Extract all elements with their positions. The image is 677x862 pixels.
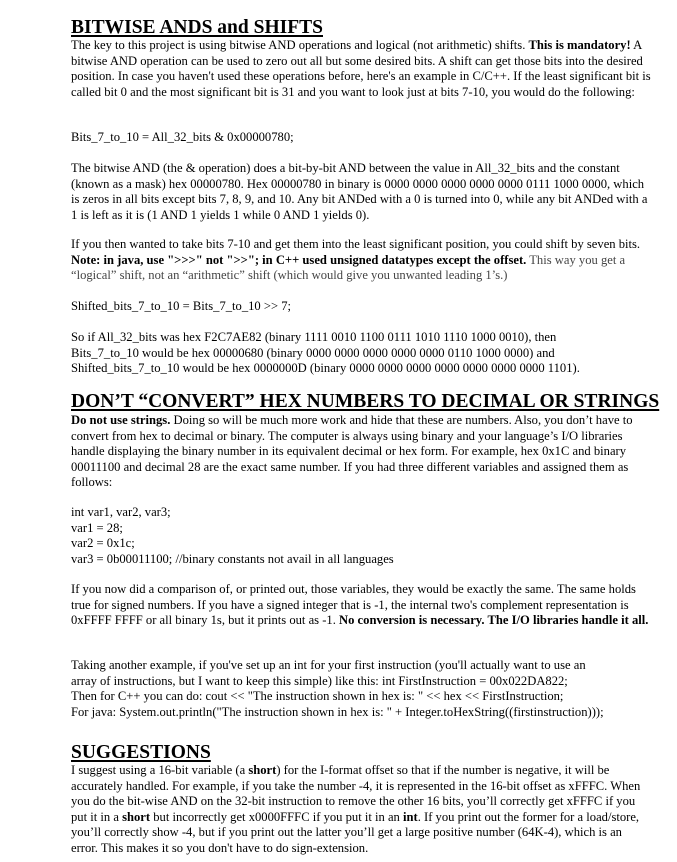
paragraph-example-values: So if All_32_bits was hex F2C7AE82 (binary 1111 0010 1100 0111 1010 1110 1000 0010), then Bits_7_to_10 would be hex 00000680 (binary 0000 0000 0000 0000 0000 0110 1000 0000) and Shifted_bits_7_to_10 would be hex 0000000D (binary 0000 0000 0000 0000 0000 0000 0000 1101). xyxy=(71,330,580,375)
section-suggestions-heading xyxy=(71,742,651,764)
emphasis-no-conversion: No conversion is necessary. The I/O libraries handle it all. xyxy=(339,613,649,627)
heading-bitwise-ands-shifts: BITWISE ANDS and SHIFTS xyxy=(71,17,323,38)
code-line-mask: Bits_7_to_10 = All_32_bits & 0x00000780; xyxy=(71,130,294,144)
code-line-shift: Shifted_bits_7_to_10 = Bits_7_to_10 >> 7; xyxy=(71,299,292,313)
code-block-variables: int var1, var2, var3; var1 = 28; var2 = 0x1c; var3 = 0b00011100; //binary constants not avail in all languages xyxy=(71,505,394,566)
paragraph-intro: The key to this project is using bitwise AND operations and logical (not arithmetic) shifts. This is mandatory! A bitwise AND operation can be used to zero out all but some desired bits. A shift can get those bits into the desired position. In case you haven't used these operations before, here's an example in C/C++. If the least significant bit is called bit 0 and the most significant bit is 31 and you want to look just at bits 7-10, you would do the following: xyxy=(71,38,651,99)
paragraph-instruction-example: Taking another example, if you've set up an int for your first instruction (you'll actually want to use an array of instructions, but I want to keep this simple) like this: int FirstInstruction = 00x022DA822; Then for C++ you can do: cout << "The instruction shown in hex is: " << hex << FirstInstruction; For java: System.out.println("The instruction shown in hex is: " + Integer.toHexString((firstinstruction))); xyxy=(71,658,604,719)
paragraph-shift: If you then wanted to take bits 7-10 and get them into the least significant position, you could shift by seven bits. Note: in java, use ">>>" not ">>"; in C++ used unsigned datatypes except the offset. This way you get a “logical” shift, not an “arithmetic” shift (which would give you unwanted leading 1’s.) xyxy=(71,237,641,282)
section-bitwise-heading xyxy=(71,17,651,39)
heading-suggestions: SUGGESTIONS xyxy=(71,742,211,763)
paragraph-suggestions: I suggest using a 16-bit variable (a short) for the I-format offset so that if the number is negative, it will be accurately handled. For example, if you take the number -4, it is represented in the 16-bit offset as xFFFC. When you do the bit-wise AND on the 32-bit instruction to remove the other 16 bits, you’ll correctly get xFFFC if you put it in a short but incorrectly get x0000FFFC if you put it in an int. If you print out the former for a load/store, you’ll correctly show -4, but if you print out the latter you’ll get a large positive number (64K-4), which is an error. This makes it so you don't have to do sign-extension. xyxy=(71,763,641,855)
note-java-shift: Note: in java, use ">>>" not ">>"; in C++ used unsigned datatypes except the offset. xyxy=(71,252,527,267)
paragraph-comparison: If you now did a comparison of, or printed out, those variables, they would be exactly the same. The same holds true for signed numbers. If you have a signed integer that is -1, the internal two's complement representation is 0xFFFF FFFF or all binary 1s, but it prints out as -1. No conversion is necessary. The I/O libraries handle it all. xyxy=(71,582,649,627)
emphasis-mandatory: This is mandatory! xyxy=(528,38,631,52)
section-convert-heading xyxy=(71,391,660,413)
heading-dont-convert: DON’T “CONVERT” HEX NUMBERS TO DECIMAL OR STRINGS xyxy=(71,391,660,412)
paragraph-bitwise-and: The bitwise AND (the & operation) does a bit-by-bit AND between the value in All_32_bits and the constant (known as a mask) hex 00000780. Hex 00000780 in binary is 0000 0000 0000 0000 0000 0111 1000 0000, which is zeros in all bits except bits 7, 8, 9, and 10. Any bit ANDed with a 0 is turned into 0, while any bit ANDed with a 1 is left as it is (1 AND 1 yields 1 while 0 AND 1 yields 0). xyxy=(71,161,648,222)
paragraph-no-strings: Do not use strings. Doing so will be much more work and hide that these are numbers. Also, you don’t have to convert from hex to decimal or binary. The computer is always using binary and your language’s I/O libraries handle displaying the binary number in its equivalent decimal or hex form. For example, hex 0x1C and binary 00011100 and decimal 28 are the exact same number. If you had three different variables and assigned them as follows: xyxy=(71,413,633,489)
emphasis-no-strings: Do not use strings. xyxy=(71,413,171,427)
